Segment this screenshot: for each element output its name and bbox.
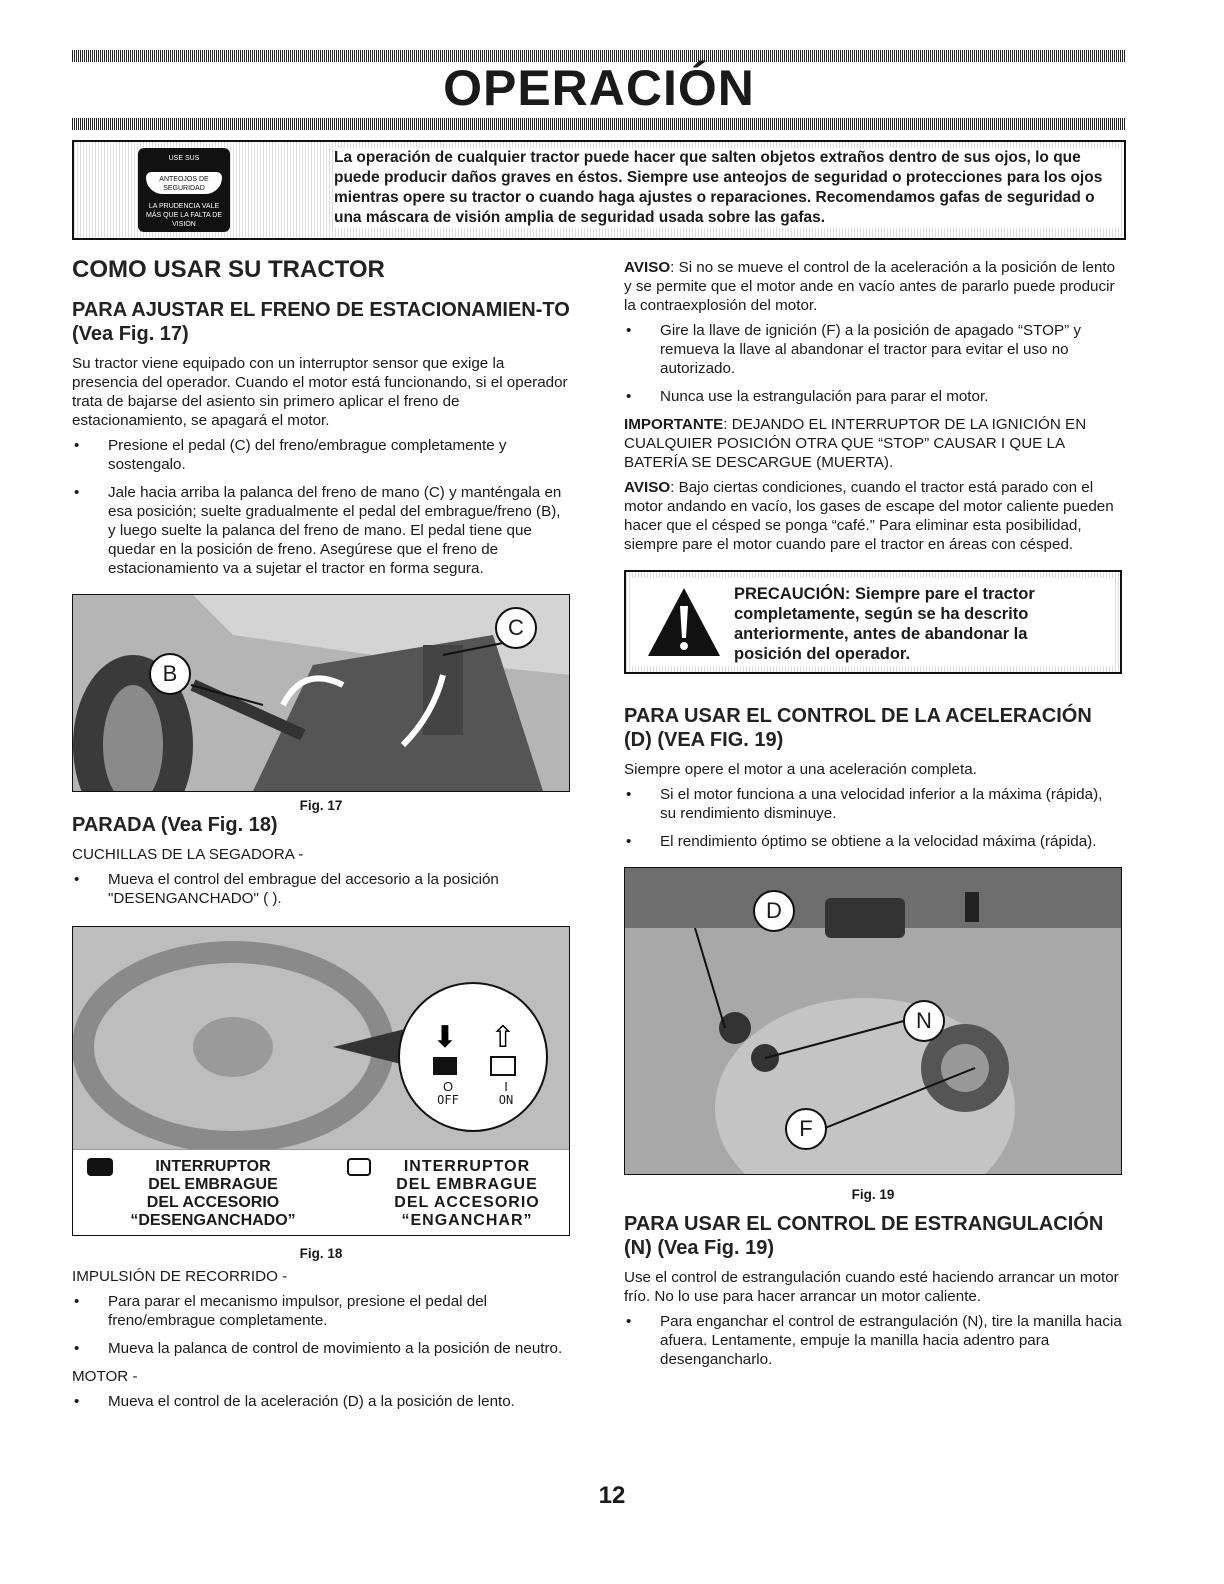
list-item: • Jale hacia arriba la palanca del freno de mano (C) y manténgala en esa posición; suelte gradualmente el pedal del embrague/freno (B), y luego suelte la palanca del freno de mano. El pedal tiene que quedar en la posición de freno. Asegúrese que el freno de estacionamiento va a sujetar el tractor en forma segura. [72, 483, 570, 578]
safety-warning-box [72, 140, 1126, 240]
blades-label: CUCHILLAS DE LA SEGADORA - [72, 846, 304, 863]
choke-list [624, 1312, 1122, 1369]
title-rule-bottom [72, 118, 1126, 130]
goggle-badge-lens: ANTEOJOS DE SEGURIDAD [146, 172, 222, 194]
warning-triangle-icon [646, 584, 722, 660]
disengaged-line: “DESENGANCHADO” [130, 1212, 296, 1229]
svg-text:⇧: ⇧ [490, 1020, 516, 1055]
engaged-line: “ENGANCHAR” [401, 1212, 533, 1229]
notice-1-label: AVISO [624, 259, 671, 276]
fig19-image [624, 867, 1122, 1175]
disengaged-line: INTERRUPTOR [155, 1158, 271, 1175]
off-position-o: O [442, 1079, 454, 1094]
caution-inner [632, 578, 1114, 666]
fig19-caption: Fig. 19 [851, 1187, 895, 1202]
notice-1-text: : Si no se mueve el control de la aceleración a la posición de lento y se permite que el motor ande en vacío antes de pararlo puede producir la contraexplosión del motor. [624, 259, 1116, 314]
on-position-i: I [504, 1079, 508, 1094]
list-item: • Si el motor funciona a una velocidad inferior a la máxima (rápida), su rendimiento disminuye. [624, 785, 1122, 823]
disengaged-line: DEL EMBRAGUE [148, 1176, 278, 1193]
fig18-caption: Fig. 18 [299, 1246, 343, 1261]
disengaged-line: DEL ACCESORIO [146, 1194, 280, 1211]
list-item: • Mueva el control de la aceleración (D) a la posición de lento. [72, 1392, 570, 1411]
notice-2-label: AVISO [624, 479, 671, 496]
list-item: • Mueva la palanca de control de movimiento a la posición de neutro. [72, 1339, 570, 1358]
callout-d: D [753, 890, 795, 932]
engaged-legend [369, 1158, 565, 1230]
section-title: COMO USAR SU TRACTOR [72, 256, 385, 283]
engine-list [72, 1392, 570, 1411]
parking-brake-list [72, 436, 570, 578]
fig18-image [72, 926, 570, 1236]
list-item: • Mueva el control del embrague del accesorio a la posición "DESENGANCHADO" ( ). [72, 870, 570, 908]
parking-brake-intro: Su tractor viene equipado con un interruptor sensor que exige la presencia del operador. Cuando el motor está funcionando, si el operador trata de bajarse del asiento sin primero aplicar el freno de estacionamiento, se apagará el motor. [72, 355, 568, 429]
important-note [624, 415, 1122, 472]
off-label: OFF [437, 1093, 459, 1107]
engaged-line: INTERRUPTOR [403, 1158, 531, 1175]
stop-heading: PARADA (Vea Fig. 18) [72, 814, 278, 836]
callout-f: F [785, 1108, 827, 1150]
callout-n: N [903, 1000, 945, 1042]
safety-warning-text: La operación de cualquier tractor puede hacer que salten objetos extraños dentro de sus ojos, lo que puede producir daños graves en éstos. Siempre use anteojos de seguridad o protecciones para los ojos mientras opere su tractor o cuando haga ajustes o reparaciones. Recomendamos gafas de seguridad o una máscara de visión amplia de seguridad usada sobre las gafas. [334, 148, 1120, 228]
notice-2-text: : Bajo ciertas condiciones, cuando el tractor está parado con el motor andando en vacío, los gases de escape del motor caliente pueden hacer que el césped se ponga “café.” Para eliminar esta posibilidad, siempre pare el motor cuando pare el tractor en áreas con césped. [624, 479, 1114, 553]
notice-1-list [624, 321, 1122, 406]
throttle-list [624, 785, 1122, 851]
engaged-symbol-icon [347, 1158, 371, 1176]
callout-b: B [149, 653, 191, 695]
engine-label: MOTOR - [72, 1368, 138, 1385]
list-item: • Gire la llave de ignición (F) a la posición de apagado “STOP” y remueva la llave al abandonar el tractor para evitar el uso no autorizado. [624, 321, 1122, 378]
svg-text:⬇: ⬇ [432, 1020, 458, 1055]
dashboard-illustration [73, 927, 570, 1149]
goggle-badge-top: USE SUS [168, 155, 200, 162]
control-panel-illustration [625, 868, 1122, 1174]
on-label: ON [498, 1093, 514, 1107]
page-title: OPERACIÓN [443, 60, 755, 116]
fig17-image [72, 594, 570, 792]
blades-list [72, 870, 570, 908]
drive-label: IMPULSIÓN DE RECORRIDO - [72, 1268, 288, 1285]
engaged-line: DEL EMBRAGUE [396, 1176, 538, 1193]
list-item: • Nunca use la estrangulación para parar el motor. [624, 387, 1122, 406]
throttle-heading: PARA USAR EL CONTROL DE LA ACELERACIÓN (D) (VEA FIG. 19) [624, 705, 1092, 751]
fig18-legend [73, 1149, 569, 1235]
safety-goggles-icon [138, 148, 230, 232]
caution-box [624, 570, 1122, 674]
fig17-caption: Fig. 17 [299, 798, 343, 813]
list-item: • Para enganchar el control de estrangulación (N), tire la manilla hacia afuera. Lentamente, empuje la manilla hacia adentro para desengancharlo. [624, 1312, 1122, 1369]
notice-1 [624, 258, 1122, 315]
notice-2 [624, 478, 1122, 554]
disengaged-legend [113, 1158, 313, 1230]
disengaged-symbol-icon [87, 1158, 113, 1176]
page-number: 12 [598, 1482, 626, 1509]
callout-c: C [495, 607, 537, 649]
left-column [72, 256, 570, 1420]
parking-brake-heading: PARA AJUSTAR EL FRENO DE ESTACIONAMIEN-TO (Vea Fig. 17) [72, 299, 570, 345]
engaged-line: DEL ACCESORIO [394, 1194, 540, 1211]
important-label: IMPORTANTE [624, 416, 724, 433]
choke-intro: Use el control de estrangulación cuando esté haciendo arrancar un motor frío. No lo use para hacer arrancar un motor caliente. [624, 1269, 1119, 1305]
list-item: • El rendimiento óptimo se obtiene a la velocidad máxima (rápida). [624, 832, 1122, 851]
goggle-badge-bottom: LA PRUDENCIA VALE MÁS QUE LA FALTA DE VISIÓN [146, 203, 222, 228]
choke-heading: PARA USAR EL CONTROL DE ESTRANGULACIÓN (N) (Vea Fig. 19) [624, 1213, 1104, 1259]
caution-text: PRECAUCIÓN: Siempre pare el tractor completamente, según se ha descrito anteriormente, antes de abandonar la posición del operador. [734, 585, 1035, 663]
drive-list [72, 1292, 570, 1358]
list-item: • Para parar el mecanismo impulsor, presione el pedal del freno/embrague completamente. [72, 1292, 570, 1330]
important-text: : DEJANDO EL INTERRUPTOR DE LA IGNICIÓN EN CUALQUIER POSICIÓN OTRA QUE “STOP” CAUSAR I QUE LA BATERÍA SE DESCARGUE (MUERTA). [624, 416, 1087, 471]
throttle-intro: Siempre opere el motor a una aceleración completa. [624, 761, 977, 778]
right-column [624, 258, 1122, 1378]
list-item: • Presione el pedal (C) del freno/embrague completamente y sostengalo. [72, 436, 570, 474]
